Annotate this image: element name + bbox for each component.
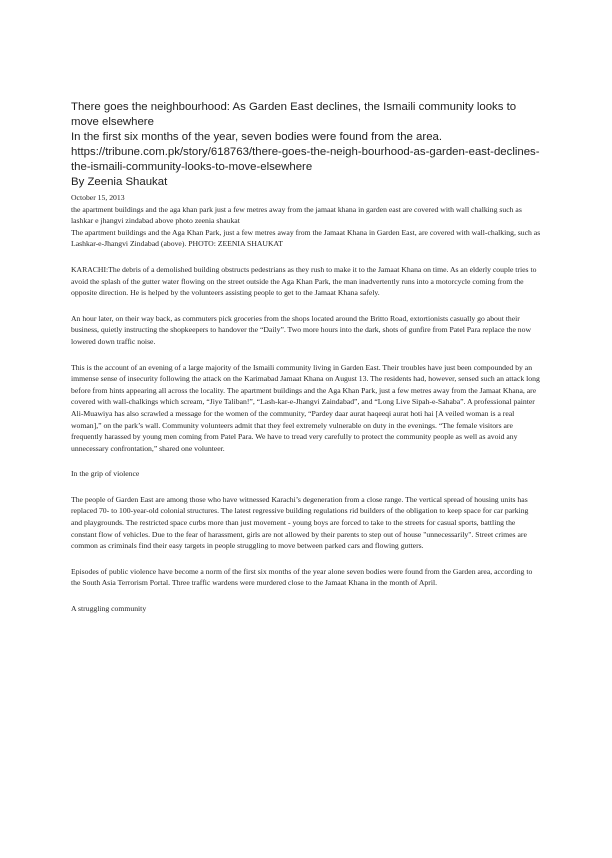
body-paragraph: KARACHI:The debris of a demolished building obstructs pedestrians as they rush to make it to the Jamaat Khana on time. As an elderly couple tries to avoid the splash of the gutter water flowing on the street outside the Aga Khan Park, the man inadvertently runs into a motorcycle coming from the opposite direction. He is helped by the volunteers assisting people to get to the Jamaat Khana safely. [71,264,537,298]
body-paragraph: An hour later, on their way back, as commuters pick groceries from the shops located around the Britto Road, extortionists casually go about their business, quietly instructing the shopkeepers to handover the “Daily”. Two more hours into the dark, shots of gunfire from Patel Para replace the now lowered down traffic noise. [71,313,532,346]
article-date: October 15, 2013 [71,193,125,202]
section-heading: A struggling community [71,604,147,614]
section-heading: In the grip of violence [71,469,140,479]
article [71,100,541,615]
body-paragraph: Episodes of public violence have become a norm of the first six months of the year alone seven bodies were found from the Garden area, according to the South Asia Terrorism Portal. Three traffic wardens were murdered close to the Jamaat Khana in the month of April. [71,566,533,588]
article-url[interactable]: https://tribune.com.pk/story/618763/there-goes-the-neigh-bourhood-as-garden-east-declines-the-ismaili-community-looks-to-move-elsewhere [71,146,540,173]
body-paragraph: The people of Garden East are among those who have witnessed Karachi’s degeneration from a close range. The vertical spread of housing units has replaced 70- to 100-year-old colonial structures. The latest regressive building regulations rid builders of the obligation to keep space for car parking and playgrounds. The restricted space curbs more than just movement - young boys are forced to take to the streets for casual sports, battling the constant flow of vehicles. Due to the fear of harassment, girls are not allowed by their parents to step out of house "unnecessarily". Street crimes are common as criminals find their easy targets in people struggling to move between parked cars and flowing gutters. [71,494,529,551]
article-subtitle: In the first six months of the year, seven bodies were found from the area. [71,131,443,143]
article-byline: By Zeenia Shaukat [71,176,168,188]
body-paragraph: This is the account of an evening of a large majority of the Ismaili community living in Garden East. Their troubles have just been compounded by an immense sense of insecurity following the attack on the Karimabad Jamaat Khana on August 13. The residents had, however, sensed such an attack long before from hints appearing all across the locality. The apartment buildings and the Aga Khan Park, just a few metres away from the Jamaat Khana, are covered with wall-chalkings which scream, “Jiye Taliban!”, “Lash-kar-e-Jhangvi Zaindabad”, and “Long Live Sipah-e-Sahaba”. A professional painter Ali-Muawiya has also scrawled a message for the women of the community, “Pardey daar aurat haqeeqi aurat hoti hai [A veiled woman is a real woman],” on the park’s wall. Community volunteers admit that they feel extremely vulnerable on duty in the evenings. “The female visitors are frequently harassed by young men coming from Patel Para. We have to tread very carefully to protect the community people as well as avoid any unnecessary confrontation,” shared one volunteer. [71,362,540,453]
photo-caption: The apartment buildings and the Aga Khan Park, just a few metres away from the Jamaat Khana in Garden East, are covered with wall-chalking, such as Lashkar-e-Jhangvi Zindabad (above). PHOTO: ZEENIA SHAUKAT [71,227,541,249]
image-alt-text: the apartment buildings and the aga khan park just a few metres away from the jamaat khana in garden east are covered with wall chalking such as lashkar e jhangvi zindabad above photo zeenia shaukat [71,204,522,226]
article-title: There goes the neighbourhood: As Garden East declines, the Ismaili community looks to move elsewhere [71,101,517,128]
